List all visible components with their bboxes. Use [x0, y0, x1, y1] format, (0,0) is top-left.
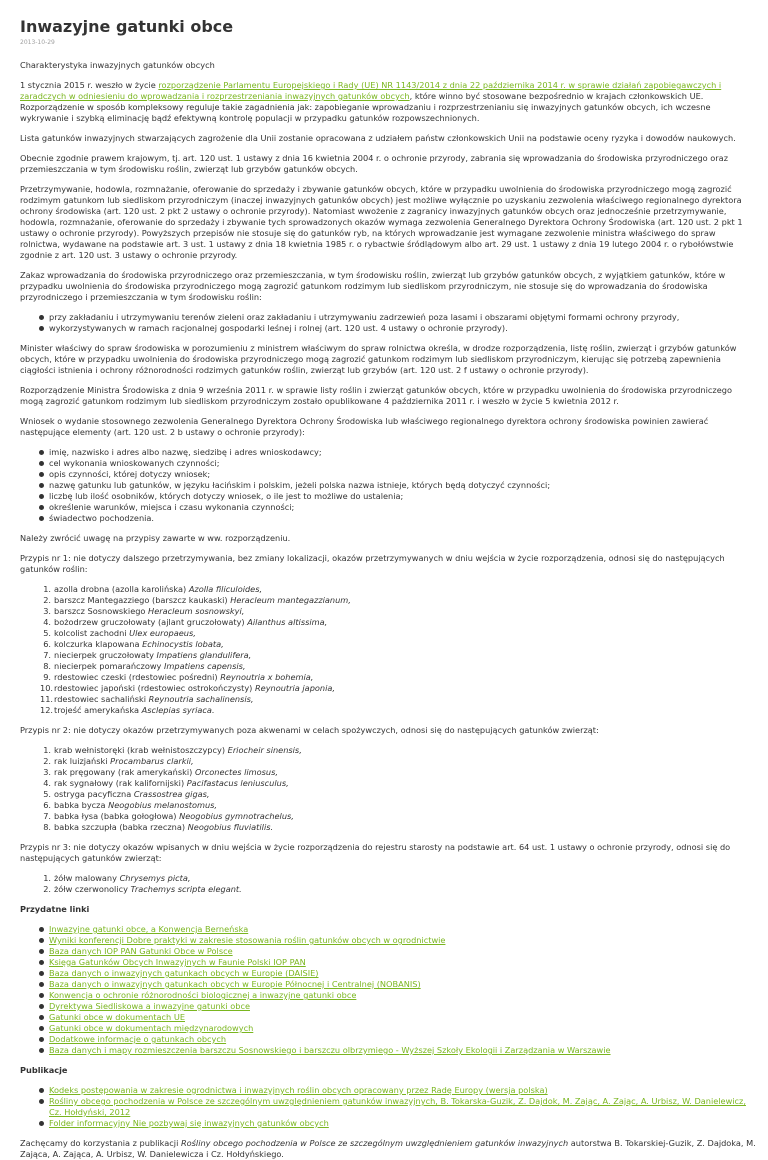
list-item: [39, 1118, 756, 1129]
list-item: [39, 924, 756, 935]
link[interactable]: Inwazyjne gatunki obce, a Konwencja Berneńska: [49, 924, 249, 934]
common-name: azolla drobna (azolla karolińska): [54, 584, 189, 594]
item-number: 12.: [40, 705, 54, 715]
list-item: [39, 946, 756, 957]
latin-name: Procambarus clarkii,: [110, 756, 194, 766]
item-number: 10.: [40, 683, 54, 693]
list-item: [39, 1034, 756, 1045]
list-item: nazwę gatunku lub gatunków, w języku łacińskim i polskim, jeżeli polska nazwa istnieje, których będą dotyczyć czynności;: [39, 480, 756, 491]
list-item: cel wykonania wnioskowanych czynności;: [39, 458, 756, 469]
item-number: 4.: [43, 617, 51, 627]
list-item: [40, 617, 756, 628]
item-number: 1.: [43, 584, 51, 594]
link[interactable]: Konwencja o ochronie różnorodności biologicznej a inwazyjne gatunki obce: [49, 990, 357, 1000]
paragraph: Zakaz wprowadzania do środowiska przyrodniczego oraz przemieszczania, w tym środowisku roślin, zwierząt lub grzybów gatunków obcych, z wyjątkiem gatunków, które w przypadku uwolnienia do środowiska przyrodniczego mogą zagrozić gatunkom rodzimym lub siedliskom przyrodniczym, nie stosuje się do wprowadzania do środowiska przyrodniczego i przemieszczania w tym środowisku roślin:: [20, 270, 726, 302]
link[interactable]: Baza danych o inwazyjnych gatunkach obcych w Europie (DAISIE): [49, 968, 319, 978]
link[interactable]: Dyrektywa Siedliskowa a inwazyjne gatunki obce: [49, 1001, 250, 1011]
common-name: krab wełnistoręki (krab wełnistoszczypcy): [54, 745, 228, 755]
list-item: [40, 606, 756, 617]
animals-list-2: [20, 745, 756, 833]
common-name: rak luizjański: [54, 756, 111, 766]
list-item: [40, 778, 756, 789]
common-name: rak pręgowany (rak amerykański): [54, 767, 195, 777]
publications-heading: Publikacje: [20, 1065, 68, 1075]
item-number: 5.: [43, 628, 51, 638]
list-item: [40, 800, 756, 811]
page-title: Inwazyjne gatunki obce: [20, 17, 234, 36]
paragraph: Przypis nr 1: nie dotyczy dalszego przetrzymywania, bez zmiany lokalizacji, okazów przetrzymywanych w dniu wejścia w życie rozporządzenia, odnosi się do następujących gatunków roślin:: [20, 553, 725, 574]
list-item: [40, 639, 756, 650]
item-number: 2.: [43, 595, 51, 605]
plants-list: [20, 584, 756, 716]
link[interactable]: Baza danych IOP PAN Gatunki Obce w Polsce: [49, 946, 233, 956]
list-item: [40, 694, 756, 705]
latin-name: Reynoutria japonia,: [254, 683, 335, 693]
latin-name: Chrysemys picta,: [119, 873, 191, 883]
item-number: 11.: [40, 694, 54, 704]
list-item: [40, 683, 756, 694]
item-number: 2.: [43, 884, 51, 894]
link[interactable]: Gatunki obce w dokumentach UE: [49, 1012, 185, 1022]
latin-name: Pacifastacus leniusculus,: [186, 778, 289, 788]
common-name: trojeść amerykańska: [54, 705, 142, 715]
link[interactable]: Folder informacyjny Nie pozbywaj się inwazyjnych gatunków obcych: [49, 1118, 329, 1128]
latin-name: Echinocystis lobata,: [142, 639, 224, 649]
paragraph: Rozporządzenie Ministra Środowiska z dnia 9 września 2011 r. w sprawie listy roślin i zwierząt gatunków obcych, które w przypadku uwolnienia do środowiska przyrodniczego mogą zagrozić gatunkom rodzimym lub siedliskom przyrodniczym zostało opublikowane 4 października 2011 r. i weszło w życie 5 kwietnia 2012 r.: [20, 385, 732, 406]
latin-name: Impatiens glandulifera,: [156, 650, 252, 660]
list-item: [40, 595, 756, 606]
text: Zachęcamy do korzystania z publikacji: [20, 1138, 181, 1148]
list-item: opis czynności, której dotyczy wniosek;: [39, 469, 756, 480]
common-name: żółw czerwonolicy: [54, 884, 131, 894]
list-item: [40, 650, 756, 661]
item-number: 8.: [43, 822, 51, 832]
item-number: 1.: [43, 745, 51, 755]
publications-list: [20, 1085, 756, 1129]
item-number: 7.: [43, 650, 51, 660]
list-item: [39, 1045, 756, 1056]
item-number: 6.: [43, 800, 51, 810]
latin-name: Trachemys scripta elegant.: [130, 884, 242, 894]
list-item: [40, 789, 756, 800]
common-name: niecierpek pomarańczowy: [54, 661, 164, 671]
item-number: 7.: [43, 811, 51, 821]
link[interactable]: Rośliny obcego pochodzenia w Polsce ze szczególnym uwzględnieniem gatunków inwazyjnych, B. Tokarska-Guzik, Z. Dajdok, M. Zając, A. Zając, A. Urbisz, W. Danielewicz, Cz. Hołdyński, 2012: [49, 1096, 746, 1117]
item-number: 3.: [43, 606, 51, 616]
text: , które winno być stosowane bezpośrednio w krajach członkowskich UE. Rozporządzenie w sposób kompleksowy reguluje takie zagadnienia jak: zapobieganie wprowadzaniu i rozprzestrzenianiu się inwazyjnych gatunków obcych, ich wczesne wykrywanie i szybką eliminację bądź efektywną kontrolę populacji w przypadku gatunków rozpowszechnionych.: [20, 91, 711, 123]
latin-name: Neogobius gymnotrachelus,: [179, 811, 294, 821]
paragraph: Przetrzymywanie, hodowla, rozmnażanie, oferowanie do sprzedaży i zbywanie gatunków obcych, które w przypadku uwolnienia do środowiska przyrodniczego mogą zagrozić rodzimym gatunkom lub siedliskom przyrodniczym (inaczej inwazyjnych gatunków obcych) jest możliwe wyłącznie po uzyskaniu zezwolenia właściwego regionalnego dyrektora ochrony środowiska (art. 120 ust. 2 pkt 2 ustawy o ochronie przyrody). Natomiast wwożenie z zagranicy inwazyjnych gatunków obcych oraz jednocześnie przetrzymywanie, hodowla, rozmnażanie, oferowanie do sprzedaży i zbywanie tych sprowadzonych okazów wymaga zezwolenia Generalnego Dyrektora Ochrony Środowiska (art. 120 ust. 2 pkt 1 ustawy o ochronie przyrody). Powyższych przepisów nie stosuje się do gatunków ryb, na których wprowadzanie jest wymagane zezwolenie ministra właściwego do spraw rolnictwa, wydawane na podstawie art. 3 ust. 1 ustawy z dnia 18 kwietnia 1985 r. o rybactwie śródlądowym albo art. 29 ust. 1 ustawy z dnia 19 lutego 2004 r. o rybołówstwie zgodnie z art. 120 ust. 3 ustawy o ochronie przyrody.: [20, 184, 743, 260]
link[interactable]: Dodatkowe informacje o gatunkach obcych: [49, 1034, 227, 1044]
list-item: [40, 873, 756, 884]
common-name: rdestowiec sachaliński: [54, 694, 149, 704]
list-item: [40, 811, 756, 822]
animals-list-3: [20, 873, 756, 895]
list-item: [40, 661, 756, 672]
list-item: [39, 968, 756, 979]
latin-name: Reynoutria x bohemia,: [220, 672, 314, 682]
common-name: rak sygnałowy (rak kalifornijski): [54, 778, 187, 788]
useful-links-heading: Przydatne linki: [20, 904, 90, 914]
paragraph-regulation: [20, 80, 756, 124]
latin-name: Heracleum sosnowskyi,: [148, 606, 245, 616]
latin-name: Asclepias syriaca.: [141, 705, 215, 715]
latin-name: Impatiens capensis,: [163, 661, 246, 671]
list-item: [39, 1085, 756, 1096]
item-number: 1.: [43, 873, 51, 883]
list-item: [40, 756, 756, 767]
list-item: [39, 1001, 756, 1012]
paragraph: Minister właściwy do spraw środowiska w porozumieniu z ministrem właściwym do spraw rolnictwa określa, w drodze rozporządzenia, listę roślin, zwierząt i grzybów gatunków obcych, które w przypadku uwolnienia do środowiska przyrodniczego mogą zagrozić gatunkom rodzimym lub siedliskom przyrodniczym, kierując się potrzebą zapewnienia ciągłości istnienia i ochrony różnorodności rodzimych gatunków roślin, zwierząt lub grzybów (art. 120 ust. 2 f ustawy o ochronie przyrody).: [20, 343, 737, 375]
link[interactable]: Wyniki konferencji Dobre praktyki w zakresie stosowania roślin gatunków obcych w ogrodnictwie: [49, 935, 446, 945]
intro-heading: Charakterystyka inwazyjnych gatunków obcych: [20, 60, 215, 70]
useful-links-list: [20, 924, 756, 1056]
list-item: świadectwo pochodzenia.: [39, 513, 756, 524]
text: 1 stycznia 2015 r. weszło w życie: [20, 80, 159, 90]
item-number: 9.: [43, 672, 51, 682]
list-item: [39, 990, 756, 1001]
paragraph: Przypis nr 2: nie dotyczy okazów przetrzymywanych poza akwenami w celach spożywczych, odnosi się do następujących gatunków zwierząt:: [20, 725, 599, 735]
list-item: [39, 935, 756, 946]
paragraph: Należy zwrócić uwagę na przypisy zawarte w ww. rozporządzeniu.: [20, 533, 291, 543]
list-item: [39, 957, 756, 968]
paragraph: Obecnie zgodnie prawem krajowym, tj. art. 120 ust. 1 ustawy z dnia 16 kwietnia 2004 r. o ochronie przyrody, zabrania się wprowadzania do środowiska przyrodniczego oraz przemieszczania w tym środowisku roślin, zwierząt lub grzybów gatunków obcych.: [20, 153, 728, 174]
list-item: [40, 672, 756, 683]
list-item: [39, 1096, 756, 1118]
common-name: kolczurka klapowana: [54, 639, 143, 649]
latin-name: Eriocheir sinensis,: [227, 745, 302, 755]
link[interactable]: Księga Gatunków Obcych Inwazyjnych w Faunie Polski IOP PAN: [49, 957, 306, 967]
latin-name: Ulex europaeus,: [129, 628, 196, 638]
list-item: [40, 705, 756, 716]
latin-name: Azolla filiculoides,: [188, 584, 263, 594]
item-number: 3.: [43, 767, 51, 777]
list-item: [40, 584, 756, 595]
link[interactable]: Kodeks postępowania w zakresie ogrodnictwa i inwazyjnych roślin obcych opracowany przez Radę Europy (wersja polska): [49, 1085, 548, 1095]
list-item: przy zakładaniu i utrzymywaniu terenów zieleni oraz zakładaniu i utrzymywaniu zadrzewień poza lasami i obszarami objętymi formami ochrony przyrody,: [39, 312, 756, 323]
paragraph: Wniosek o wydanie stosownego zezwolenia Generalnego Dyrektora Ochrony Środowiska lub właściwego regionalnego dyrektora ochrony środowiska powinien zawierać następujące elementy (art. 120 ust. 2 b ustawy o ochronie przyrody):: [20, 416, 709, 437]
exceptions-list: [20, 312, 756, 334]
list-item: [40, 745, 756, 756]
link[interactable]: Baza danych i mapy rozmieszczenia barszczu Sosnowskiego i barszczu olbrzymiego - Wyższej Szkoły Ekologii i Zarządzania w Warszawie: [49, 1045, 611, 1055]
article: [20, 17, 756, 1160]
common-name: rdestowiec japoński (rdestowiec ostrokończysty): [54, 683, 255, 693]
item-number: 5.: [43, 789, 51, 799]
common-name: babka łysa (babka gołogłowa): [54, 811, 180, 821]
common-name: barszcz Sosnowskiego: [54, 606, 149, 616]
link[interactable]: Baza danych o inwazyjnych gatunkach obcych w Europie Północnej i Centralnej (NOBANIS): [49, 979, 421, 989]
latin-name: Reynoutria sachalinensis,: [148, 694, 254, 704]
paragraph: Lista gatunków inwazyjnych stwarzających zagrożenie dla Unii zostanie opracowana z udziałem państw członkowskich Unii na podstawie oceny ryzyka i dowodów naukowych.: [20, 133, 736, 143]
item-number: 2.: [43, 756, 51, 766]
common-name: żółw malowany: [54, 873, 120, 883]
link[interactable]: Gatunki obce w dokumentach międzynarodowych: [49, 1023, 254, 1033]
common-name: babka bycza: [54, 800, 109, 810]
closing-paragraph: [20, 1138, 756, 1160]
list-item: imię, nazwisko i adres albo nazwę, siedzibę i adres wnioskodawcy;: [39, 447, 756, 458]
list-item: [40, 767, 756, 778]
list-item: [39, 1012, 756, 1023]
item-number: 4.: [43, 778, 51, 788]
common-name: niecierpek gruczołowaty: [54, 650, 157, 660]
text: autorstwa B. Tokarskiej-Guzik, Z. Dajdoka, M. Zająca, A. Zająca, A. Urbisz, W. Danielewicza i Cz. Hołdyńskiego.: [20, 1138, 756, 1159]
latin-name: Neogobius melanostomus,: [108, 800, 218, 810]
book-title: Rośliny obcego pochodzenia w Polsce ze szczególnym uwzględnieniem gatunków inwazyjnych: [180, 1138, 569, 1148]
common-name: babka szczupła (babka rzeczna): [54, 822, 188, 832]
latin-name: Heracleum mantegazzianum,: [230, 595, 351, 605]
common-name: barszcz Mantegazziego (barszcz kaukaski): [54, 595, 231, 605]
regulation-link[interactable]: rozporządzenie Parlamentu Europejskiego i Rady (UE) NR 1143/2014 z dnia 22 października 2014 r. w sprawie działań zapobiegawczych i zaradczych w odniesieniu do wprowadzania i rozprzestrzeniania inwazyjnych gatunków obcych: [20, 80, 722, 101]
common-name: rdestowiec czeski (rdestowiec pośredni): [54, 672, 221, 682]
latin-name: Crassostrea gigas,: [133, 789, 210, 799]
list-item: określenie warunków, miejsca i czasu wykonania czynności;: [39, 502, 756, 513]
latin-name: Neogobius fluviatilis.: [187, 822, 274, 832]
list-item: liczbę lub ilość osobników, których dotyczy wniosek, o ile jest to możliwe do ustalenia;: [39, 491, 756, 502]
list-item: [39, 1023, 756, 1034]
common-name: bożodrzew gruczołowaty (ajlant gruczołowaty): [54, 617, 248, 627]
latin-name: Orconectes limosus,: [194, 767, 278, 777]
common-name: kolcolist zachodni: [54, 628, 130, 638]
publish-date: 2013-10-29: [20, 39, 55, 46]
list-item: [40, 884, 756, 895]
list-item: wykorzystywanych w ramach racjonalnej gospodarki leśnej i rolnej (art. 120 ust. 4 ustawy o ochronie przyrody).: [39, 323, 756, 334]
item-number: 6.: [43, 639, 51, 649]
paragraph: Przypis nr 3: nie dotyczy okazów wpisanych w dniu wejścia w życie rozporządzenia do rejestru starosty na podstawie art. 64 ust. 1 ustawy o ochronie przyrody, odnosi się do następujących gatunków zwierząt:: [20, 842, 731, 863]
list-item: [40, 628, 756, 639]
common-name: ostryga pacyficzna: [54, 789, 134, 799]
list-item: [40, 822, 756, 833]
list-item: [39, 979, 756, 990]
item-number: 8.: [43, 661, 51, 671]
application-elements-list: [20, 447, 756, 524]
latin-name: Ailanthus altissima,: [247, 617, 328, 627]
